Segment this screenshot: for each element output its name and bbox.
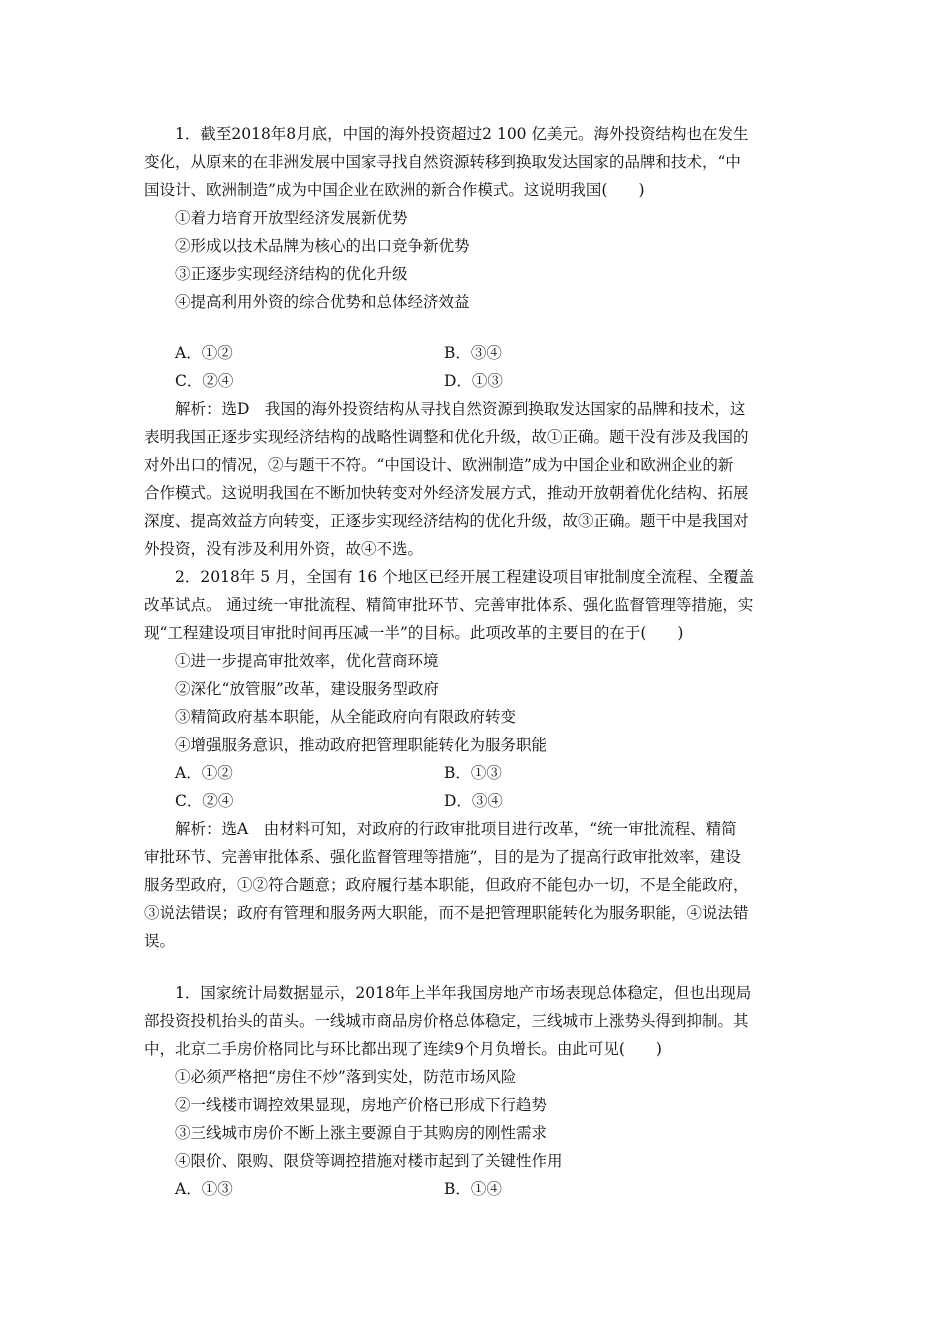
question-3-item-3: ③三线城市房价不断上涨主要源自于其购房的刚性需求 [175,1124,548,1142]
question-2-item-3: ③精简政府基本职能，从全能政府向有限政府转变 [175,708,517,726]
question-1-stem-line-1: 1．截至2018年8月底，中国的海外投资超过2 100 亿美元。海外投资结构也在发生 [175,125,749,143]
question-2-option-a: A．①② [175,764,233,782]
question-1-option-a: A．①② [175,344,233,362]
question-1-option-b: B．③④ [444,344,502,362]
question-1-item-1: ①着力培育开放型经济发展新优势 [175,209,408,227]
question-2-item-1: ①进一步提高审批效率，优化营商环境 [175,652,439,670]
question-2-stem-line-2: 改革试点。 通过统一审批流程、精简审批环节、完善审批体系、强化监督管理等措施，实 [144,596,754,614]
question-2-analysis-line-5: 误。 [144,932,176,950]
question-1-item-2: ②形成以技术品牌为核心的出口竞争新优势 [175,237,470,255]
question-1-item-3: ③正逐步实现经济结构的优化升级 [175,265,408,283]
question-3-item-4: ④限价、限购、限贷等调控措施对楼市起到了关键性作用 [175,1152,563,1170]
question-1-option-c: C．②④ [175,372,234,390]
question-2-stem-line-3: 现“工程建设项目审批时间再压减一半”的目标。此项改革的主要目的在于( ) [144,624,684,642]
question-2-stem-line-1: 2．2018年 5 月，全国有 16 个地区已经开展工程建设项目审批制度全流程、全覆盖 [175,568,755,586]
question-3-option-b: B．①④ [444,1180,502,1198]
question-1-stem-line-2: 变化，从原来的在非洲发展中国家寻找自然资源转移到换取发达国家的品牌和技术，“中 [144,153,741,171]
question-1-item-4: ④提高利用外资的综合优势和总体经济效益 [175,293,470,311]
question-2-item-2: ②深化“放管服”改革，建设服务型政府 [175,680,439,698]
question-1-option-d: D．①③ [444,372,503,390]
question-2-option-c: C．②④ [175,792,234,810]
question-1-analysis-line-4: 合作模式。这说明我国在不断加快转变对外经济发展方式，推动开放朝着优化结构、拓展 [144,484,749,502]
question-1-analysis-line-5: 深度、提高效益方向转变，正逐步实现经济结构的优化升级，故③正确。题干中是我国对 [144,512,749,530]
question-1-analysis-line-1: 解析：选D 我国的海外投资结构从寻找自然资源到换取发达国家的品牌和技术，这 [175,400,746,418]
question-1-stem-line-3: 国设计、欧洲制造”成为中国企业在欧洲的新合作模式。这说明我国( ) [144,181,645,199]
question-2-analysis-line-3: 服务型政府，①②符合题意；政府履行基本职能，但政府不能包办一切，不是全能政府， [144,876,749,894]
question-3-stem-line-3: 中，北京二手房价格同比与环比都出现了连续9个月负增长。由此可见( ) [144,1040,662,1058]
question-3-option-a: A．①③ [175,1180,233,1198]
question-1-analysis-line-2: 表明我国正逐步实现经济结构的战略性调整和优化升级，故①正确。题干没有涉及我国的 [144,428,749,446]
question-3-stem-line-2: 部投资投机抬头的苗头。一线城市商品房价格总体稳定，三线城市上涨势头得到抑制。其 [144,1012,749,1030]
question-3-item-1: ①必须严格把“房住不炒”落到实处，防范市场风险 [175,1068,517,1086]
question-2-analysis-line-4: ③说法错误；政府有管理和服务两大职能，而不是把管理职能转化为服务职能，④说法错 [144,904,749,922]
question-2-option-d: D．③④ [444,792,503,810]
question-1-analysis-line-3: 对外出口的情况，②与题干不符。“中国设计、欧洲制造”成为中国企业和欧洲企业的新 [144,456,734,474]
question-3-stem-line-1: 1．国家统计局数据显示，2018年上半年我国房地产市场表现总体稳定，但也出现局 [175,984,752,1002]
question-1-analysis-line-6: 外投资，没有涉及利用外资，故④不选。 [144,540,424,558]
question-2-analysis-line-2: 审批环节、完善审批体系、强化监督管理等措施”，目的是为了提高行政审批效率，建设 [144,848,741,866]
question-3-item-2: ②一线楼市调控效果显现，房地产价格已形成下行趋势 [175,1096,548,1114]
question-2-option-b: B．①③ [444,764,502,782]
question-2-analysis-line-1: 解析：选A 由材料可知，对政府的行政审批项目进行改革，“统一审批流程、精简 [175,820,737,838]
question-2-item-4: ④增强服务意识，推动政府把管理职能转化为服务职能 [175,736,548,754]
